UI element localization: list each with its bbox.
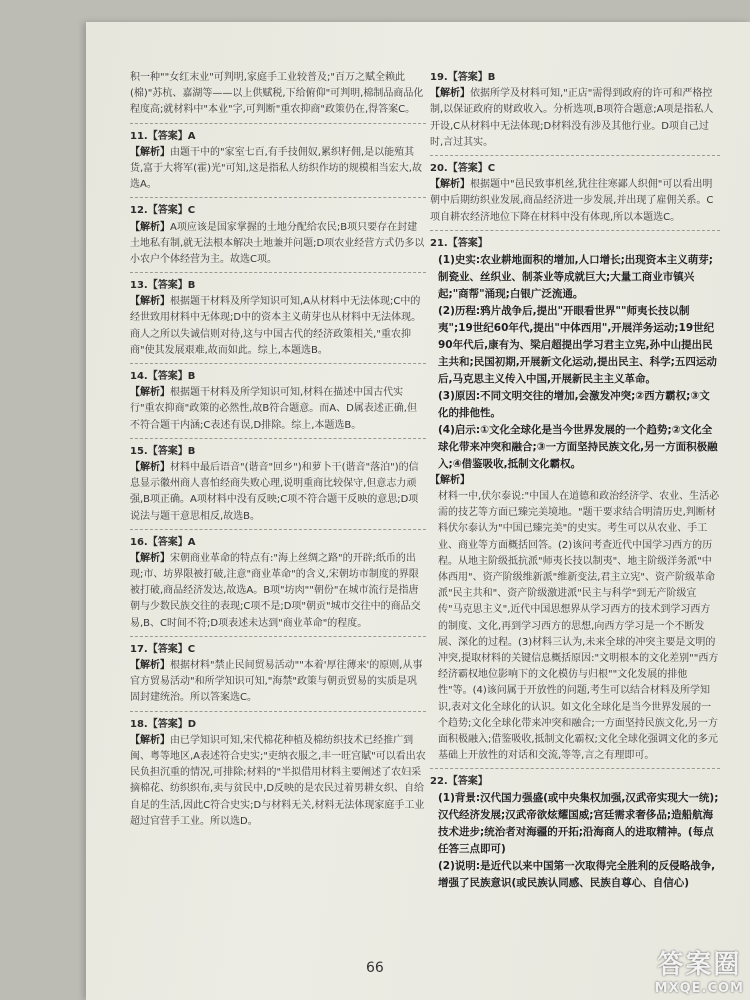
- analysis-text: 由已学知识可知,宋代棉花种植及棉纺织技术已经推广到闽、粤等地区,A表述符合史实;"吏纳衣服之,丰一旺宫賦"可以看出农民负担沉重的情况,可排除;材料的"半拟借用材料主要阐述了农妇采摘棉花、纺织织布,卖与贫民中,D反映的是农民过着男耕女织、自给自足的生活,因此C符合史实;D与材料无关,材料无法体现家庭手工业超过官营手工业。所以选D。: [130, 734, 426, 827]
- analysis-label: 【解析】: [130, 221, 170, 233]
- answer-heading: 22.【答案】: [430, 776, 488, 788]
- analysis-label: 【解析】: [130, 461, 170, 473]
- analysis-label: 【解析】: [130, 734, 170, 746]
- left-column: [130, 70, 426, 839]
- watermark-url: MXQE.COM: [654, 981, 744, 996]
- analysis-text: 由题干中的"家室七百,有手技佣奴,累织籽佣,是以能殖其货,富于大将军(霍)光"可知,这是指私人纺织作坊的规模相当宏大,故选A。: [130, 146, 422, 191]
- analysis-label: 【解析】: [130, 146, 170, 158]
- answer-heading: 20.【答案】C: [430, 162, 496, 174]
- analysis-label: 【解析】: [430, 88, 470, 100]
- answer-block-21: [430, 236, 720, 770]
- analysis-text: 材料中最后语音"(谐音"回乡")和萝卜干(谐音"落泊")的信息显示徽州商人喜怕经商失败心理,说明重商比较保守,但意志力顽强,B项正确。A项材料中没有反映;C项不符合题干反映的意思;D项说法与题干意思相反,故选B。: [130, 461, 419, 522]
- analysis-text: 材料一中,伏尔泰说:"中国人在道德和政治经济学、农业、生活必需的技艺等方面已臻完美境地。"题干要求结合明清历史,判断材料伏尔泰认为"中国已臻完美"的史实。考生可以从农业、手工业、商业等方面概括回答。(2)该问考查近代中国学习西方的历程。从地主阶级抵抗派"师夷长技以制夷"、地主阶级洋务派"中体西用"、资产阶级维新派"维新变法,君主立宪"、资产阶级革命派"民主共和"、资产阶级激进派"民主与科学"到无产阶级宣传"马克思主义",近代中国思想界从学习西方的技术到学习西方的制度、文化,再到学习西方的思想,向西方学习是一个不断发展、深化的过程。(3)材料三认为,未来全球的冲突主要是文明的冲突,提取材料的关键信息概括原因:"文明根本的文化差别""西方经济霸权地位影响下的文化模仿与归根""文化发展的排他性"等。(4)该问属于开放性的问题,考生可以结合材料及所学知识,表对文化全球化的认识。如文化全球化是当今世界发展的一个趋势;文化全球化带来冲突和融合;一方面坚持民族文化,另一方面积极融入;借鉴吸收,抵制文化霸权;文化全球化强调文化的多元基础上开放性的对话和交流,等等,言之有理即可。: [438, 491, 720, 762]
- answer-heading: 11.【答案】A: [130, 130, 196, 142]
- answer-block-12: [130, 203, 426, 273]
- analysis-label: 【解析】: [130, 387, 170, 399]
- answer-block-11: [130, 129, 426, 199]
- answer-heading: 16.【答案】A: [130, 536, 196, 548]
- answer-heading: 17.【答案】C: [130, 643, 196, 655]
- answer-block-16: [130, 535, 426, 637]
- analysis-text: 根据题干材料及所学知识可知,A从材料中无法体现;C中的经世致用材料中无体现;D中的资本主义萌芽也从材料中无法体现。商人之所以失诚信则对待,这与中国古代的经济政策相关,"重农抑商"使其发展艰难,故而如此。综上,本题选B。: [130, 296, 422, 356]
- analysis-text: 根据题中"邑民致事机丝,犹往往寒鄙人织佣"可以看出明朝中后期纺织业发展,商品经济进一步发展,并出现了雇佣关系。C项自耕农经济地位下降在材料中没有体现,所以本题选C。: [430, 179, 714, 223]
- answer-point-3: (3)原因:不同文明交往的增加,会激发冲突;②西方霸权;③文化的排他性。: [438, 389, 710, 419]
- watermark-logo: [655, 944, 744, 996]
- analysis-label: 【解析】: [430, 474, 470, 486]
- answer-point-4: (4)启示:①文化全球化是当今世界发展的一个趋势;②文化全球化带来冲突和融合;③一方面坚持民族文化,另一方面积极融入;④借鉴吸收,抵制文化霸权。: [438, 423, 718, 470]
- analysis-label: 【解析】: [130, 660, 170, 671]
- answer-block-15: [130, 444, 426, 530]
- answer-block-19: [430, 70, 720, 156]
- answer-block-18: [130, 717, 426, 834]
- answer-heading: 13.【答案】B: [130, 280, 196, 292]
- answer-block-14: [130, 369, 426, 439]
- answer-point-1: (1)背景:汉代国力强盛(或中央集权加强,汉武帝实现大一统);汉代经济发展;汉武帝欲炫耀国威;宫廷需求奢侈品;造船航海技术进步;统治者对海疆的开拓;沿海商人的进取精神。(每点任答三点即可): [438, 792, 719, 856]
- answer-block-10-cont: [130, 70, 426, 124]
- answer-heading: 14.【答案】B: [130, 371, 196, 382]
- answer-block-22: [430, 774, 720, 896]
- analysis-text: 根据材料"禁止民间贸易活动""本着'厚往薄来'的原则,从事官方贸易活动"和所学知识可知,"海禁"政策与朝贡贸易的实质是巩固封建统治。所以答案选C。: [130, 660, 423, 704]
- answer-block-17: [130, 642, 426, 712]
- answer-point-2: (2)说明:是近代以来中国第一次取得完全胜利的反侵略战争,增强了民族意识(或民族认同感、民族自尊心、自信心): [438, 860, 716, 890]
- analysis-text: 宋朝商业革命的特点有:"海上丝绸之路"的开辟;纸币的出现;市、坊界限被打破,注意"商业革命"的含义,宋朝坊市制度的界限被打破,商品经济发达,故选A。B项"坊肉""朝份"在城市流行是指唐朝与少数民族交往的表现;C项不是;D项"朝贡"城市交往中的商品交易,B、C时间不符;D项表述未达到"商业革命"的程度。: [130, 552, 421, 629]
- analysis-label: 【解析】: [130, 296, 170, 308]
- watermark-text: 答案圈: [657, 950, 742, 980]
- analysis-text: 依据所学及材料可知,"正店"需得到政府的许可和严格控制,以保证政府的财政收入。分析选项,B项符合题意;A项是指私人开设,C从材料中无法体现;D材料没有涉及其他行业。D项自己过时,言过其实。: [430, 88, 714, 148]
- page-number: 66: [366, 960, 384, 976]
- right-column: [430, 70, 720, 901]
- answer-block-13: [130, 278, 426, 364]
- answer-heading: 12.【答案】C: [130, 205, 196, 217]
- answer-block-20: [430, 161, 720, 231]
- analysis-text: A项应该是国家掌握的土地分配给农民;B项只要存在封建土地私有制,就无法根本解决土地兼并问题;D项农业经营方式仍多以小农户个体经营为主。故选C项。: [130, 221, 425, 265]
- answer-point-2: (2)历程:鸦片战争后,提出"开眼看世界""师夷长技以制夷";19世纪60年代,提出"中体西用",开展洋务运动;19世纪90年代后,康有为、梁启超提出学习君主立宪,孙中山提出民主共和;民国初期,开展新文化运动,提出民主、科学;五四运动后,马克思主义传入中国,开展新民主主义革命。: [438, 304, 717, 385]
- answer-heading: 15.【答案】B: [130, 445, 196, 457]
- analysis-label: 【解析】: [430, 179, 470, 191]
- analysis-text: 积一种""女红末业"可判明,家庭手工业较普及;"百万之赋全赖此(棉)"苏杭、嘉湖等——以上供赋税,下给俯仰"可判明,棉制品商品化程度高;就材料中"本业"字,可判断"重农抑商"政策仍在,得答案C。: [130, 72, 424, 116]
- analysis-text: 根据题干材料及所学知识可知,材料在描述中国古代实行"重农抑商"政策的必然性,故B符合题意。而A、D属表述正确,但不符合题干内涵;C表述有误,D排除。综上,本题选B。: [130, 387, 417, 431]
- answer-heading: 19.【答案】B: [430, 72, 496, 83]
- analysis-label: 【解析】: [130, 552, 170, 564]
- book-page: [86, 22, 750, 1000]
- answer-point-1: (1)史实:农业耕地面积的增加,人口增长;出现资本主义萌芽;制瓷业、丝织业、制茶业等成就巨大;大量工商业市镇兴起;"商帮"涌现;白银广泛流通。: [438, 253, 713, 300]
- answer-heading: 21.【答案】: [430, 237, 488, 249]
- answer-heading: 18.【答案】D: [130, 718, 197, 730]
